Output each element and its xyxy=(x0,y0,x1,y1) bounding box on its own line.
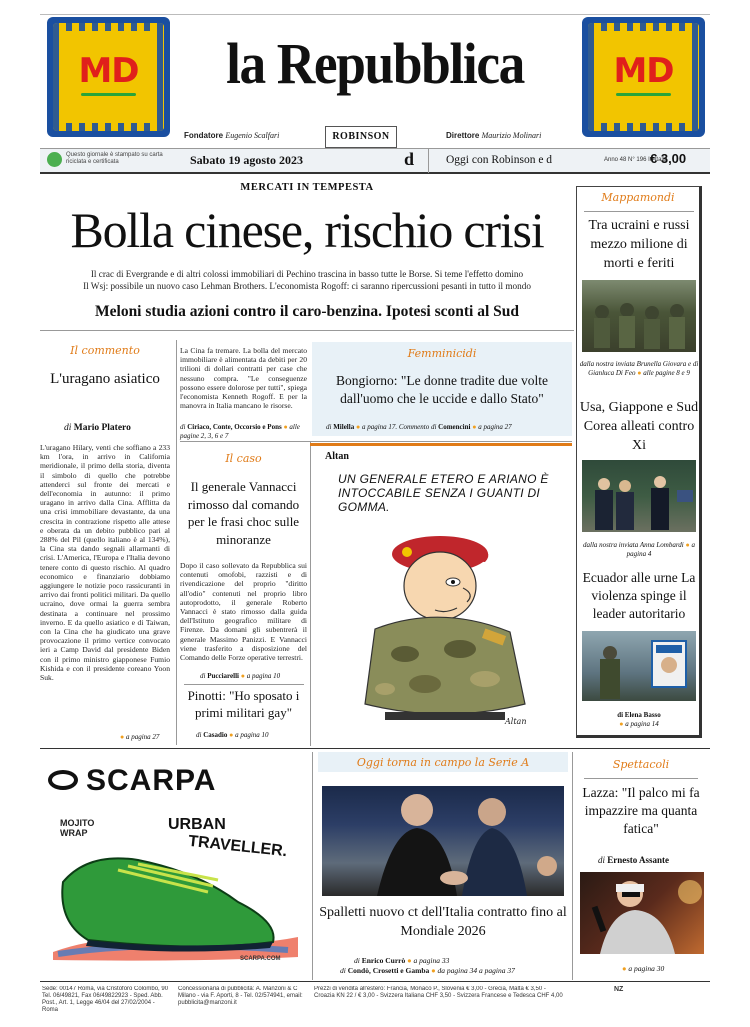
spettacoli-author: Ernesto Assante xyxy=(607,855,670,865)
scarpa-logo-icon xyxy=(48,770,78,790)
femminicidi-author: Milella xyxy=(333,423,355,431)
byline-prefix: di xyxy=(354,956,360,965)
sport-title[interactable]: Spalletti nuovo ct dell'Italia contratto fino al Mondiale 2026 xyxy=(319,905,567,939)
md-logo-left[interactable] xyxy=(47,17,170,137)
byline-prefix: di xyxy=(326,423,332,431)
page-ref: alle pagine 8 e 9 xyxy=(643,368,690,377)
page-ref: a pagina 27 xyxy=(478,423,512,431)
mappamondi-item1-title[interactable]: Tra ucraini e russi mezzo milione di morti e feriti xyxy=(588,218,690,271)
lead-body: La Cina fa tremare. La bolla del mercato immobiliare è alimentata da debiti per 20 trilioni di dollari contratti per case che nessuno compra. "Le conseguenze possono essere dolorose per tutti", spiega l'economista Kenneth Rogoff. E per la manovra in Italia mancano le risorse. xyxy=(180,346,307,411)
eco-text: Questo giornale è stampato su carta riciclata e certificata xyxy=(66,152,163,165)
byline: dalla nostra inviata Brunella Giovara e di Gianluca Di Feo xyxy=(579,360,699,377)
page-ref: a pagina 27 xyxy=(125,733,160,741)
founder-line xyxy=(184,131,279,140)
issue-date: Sabato 19 agosto 2023 xyxy=(190,153,304,167)
altan-caption: UN GENERALE ETERO E ARIANO È INTOCCABILE SENZA I GUANTI DI GOMMA. xyxy=(338,472,549,514)
scarpa-slogan-2: TRAVELLER. xyxy=(187,832,288,861)
byline: dalla nostra inviata Anna Lombardi xyxy=(583,541,684,549)
page-ref: a pagina 30 xyxy=(628,964,665,973)
lead-headline[interactable]: Bolla cinese, rischio crisi xyxy=(70,202,544,258)
scarpa-url: SCARPA.COM xyxy=(240,956,281,962)
byline-prefix: di xyxy=(200,672,206,680)
price: € 3,00 xyxy=(650,151,687,166)
commento-title[interactable]: L'uragano asiatico xyxy=(50,371,160,387)
md-logo-right[interactable] xyxy=(582,17,705,137)
spettacoli-page-ref: ● a pagina 30 xyxy=(622,964,665,973)
caso-author: Pucciarelli xyxy=(207,672,239,680)
femminicidi-title[interactable]: Bongiorno: "Le donne tradite due volte dall'uomo che le uccide e dallo Stato" xyxy=(335,373,549,406)
sport-byline: di Enrico Currò ● a pagina 33 xyxy=(354,956,450,965)
md-logo-text: MD xyxy=(78,51,139,91)
femminicidi-byline: di Milella ● a pagina 17. Commento di Comencini ● a pagina 27 xyxy=(326,423,512,431)
founder-label: Fondatore xyxy=(184,131,224,140)
page-ref: da pagina 34 a pagina 37 xyxy=(437,966,515,975)
byline-prefix: di xyxy=(64,423,72,433)
page-ref: a pagina 10 xyxy=(235,731,269,739)
scarpa-ad[interactable] xyxy=(40,752,308,970)
lazza-photo[interactable] xyxy=(580,872,704,954)
pinotti-author: Casadio xyxy=(203,731,228,739)
lead-summary xyxy=(40,268,574,292)
mappamondi-item2-byline: dalla nostra inviata Anna Lombardi ● a pagina 4 xyxy=(583,541,695,558)
masthead-title[interactable]: la Repubblica xyxy=(226,31,524,96)
byline-prefix: di xyxy=(196,731,202,739)
md-logo-text: MD xyxy=(613,51,674,91)
supplement-note: Oggi con Robinson e d xyxy=(446,154,553,166)
tagline-1: MOJITO xyxy=(60,818,95,828)
commento-byline xyxy=(64,423,131,433)
page-ref: alle pagine 2, 3, 6 e 7 xyxy=(180,423,300,440)
robinson-badge[interactable] xyxy=(325,126,397,148)
page-ref: a pagina 10 xyxy=(246,672,281,680)
director-name: Maurizio Molinari xyxy=(481,131,542,140)
mappamondi-item3-byline: di Elena Basso ● a pagina 14 xyxy=(617,711,661,728)
ecuador-election-photo[interactable] xyxy=(582,631,696,701)
lead-subhead[interactable]: Meloni studia azioni contro il caro-benzina. Ipotesi sconti al Sud xyxy=(95,303,519,320)
mappamondi-item3-title[interactable]: Ecuador alle urne La violenza spinge il leader autoritario xyxy=(582,570,696,621)
spettacoli-byline xyxy=(598,855,669,865)
sport-authors: Condò, Crosetti e Gamba xyxy=(347,966,430,975)
caso-title[interactable]: Il generale Vannacci rimosso dal comando per le frasi choc sulle minoranze xyxy=(187,479,300,547)
d-logo[interactable]: d xyxy=(404,149,415,169)
pinotti-byline: di Casadio ● a pagina 10 xyxy=(196,731,269,739)
commento-rubric: Il commento xyxy=(70,344,140,357)
byline-prefix: di xyxy=(180,423,186,431)
byline: di Elena Basso xyxy=(617,711,661,719)
lead-authors: Ciriaco, Conte, Occorsio e Pons xyxy=(187,423,282,431)
eco-icon xyxy=(47,152,62,167)
page-ref: a pagina 14 xyxy=(625,719,659,728)
director-label: Direttore xyxy=(446,131,480,140)
ukraine-soldiers-photo[interactable] xyxy=(582,280,696,352)
caso-body: Dopo il caso sollevato da Repubblica sui contenuti omofobi, razzisti e di rivendicazione del proprio "diritto all'odio" contenuti nel proprio libro autoprodotto, il generale Roberto Vannacci è stato rimosso dalla guida dell'Istituto geografico militare di Firenze. Da domani gli subentrerà il generale Massimo Panizzi. E Vannacci viene trasferito a disposizione del Comando delle Forze operative terrestri. xyxy=(180,561,307,663)
commento-page-ref: ● a pagina 27 xyxy=(120,733,160,741)
tagline-2: WRAP xyxy=(60,828,88,838)
commento-body: L'uragano Hilary, venti che soffiano a 233 km l'ora, in arrivo in California meridionale, il primo della storia, diventa il simbolo di quello che potrebbe attenderci sul fronte dei mercati e dell'economia in autunno: il primo uragano in arrivo dalla Cina. Afflitta da una crisi immobiliare devastante, da una crescita in contrazione rispetto alle attese e oberata da un debito pubblico pari al 288% del Pil (quello italiano è al 134%), la Cina sta dando segnali allarmanti di crisi. L'America, l'Europa e l'Italia devono tenere conto di questo rischio. Al quadro economico e finanziario dobbiamo aggiungere le notizie poco rassicuranti in arrivo dai fronti politici militari. Da quello ucraino, dove ormai la guerra sembra destinata a continuare nel prossimo inverno. E da quello asiatico e di Taiwan, con la Cina che ha giudicato una grave provocazione il primo vertice convocato ieri a Camp David dal presidente Biden con il primo ministro giapponese Fumio Kishida e con il presidente coreano Yoon Suk. xyxy=(40,443,170,683)
pinotti-title[interactable]: Pinotti: "Ho sposato i primi militari gay" xyxy=(187,688,300,720)
director-line xyxy=(446,131,541,140)
lead-summary-1: Il crac di Evergrande e di altri colossi immobiliari di Pechino trascina in basso tutte le Borse. Si teme l'effetto domino xyxy=(90,269,524,279)
footer-address: Sede: 00147 Roma, via Cristoforo Colombo, 90 Tel. 06/49821, Fax 06/49822923 - Sped. Abb. Post., Art. 1, Legge 46/04 del 27/02/2004 - Roma xyxy=(42,986,169,1013)
altan-cartoon xyxy=(345,524,555,734)
page-ref: a pagina 4 xyxy=(626,541,695,558)
commento-author: Mario Platero xyxy=(73,423,131,433)
footer-page-no: NZ xyxy=(614,986,624,993)
robinson-label: ROBINSON xyxy=(332,131,390,142)
femminicidi-commentator: Comencini xyxy=(438,423,471,431)
issue-info: Anno 48 N° 196 In Italia xyxy=(604,157,668,163)
page-ref: a pagina 17. Commento di xyxy=(361,423,437,431)
footer-prices: Prezzi di vendita all'estero: Francia, Monaco P., Slovenia € 3,00 - Grecia, Malta € 3,50 - Croazia KN 22 / € 3,00 - Svizzera Italiana CHF 3,50 - Svizzera Francese e Tedesca CHF 4,00 xyxy=(314,986,563,999)
caso-rubric: Il caso xyxy=(225,452,262,465)
byline-prefix: di xyxy=(340,966,346,975)
spettacoli-rubric: Spettacoli xyxy=(612,758,670,771)
scarpa-shoe-illustration xyxy=(48,822,303,962)
footer-advertising: Concessionaria di pubblicità: A. Manzoni & C Milano - via F. Aporti, 8 - Tel. 02/574941, email: pubblicita@manzoni.it xyxy=(178,986,303,1006)
sport-byline-2: di Condò, Crosetti e Gamba ● da pagina 34 a pagina 37 xyxy=(340,966,515,975)
spalletti-photo[interactable] xyxy=(322,786,564,896)
mappamondi-item2-title[interactable]: Usa, Giappone e Sud Corea alleati contro Xi xyxy=(579,400,699,453)
mappamondi-item1-byline: dalla nostra inviata Brunella Giovara e di Gianluca Di Feo ● alle pagine 8 e 9 xyxy=(579,360,699,377)
sport-rubric: Oggi torna in campo la Serie A xyxy=(356,756,530,769)
scarpa-brand: SCARPA xyxy=(86,764,217,797)
lead-summary-2: Il Wsj: possibile un nuovo caso Lehman Brothers. L'economista Rogoff: ci saranno ripercussioni pesanti in tutto il mondo xyxy=(83,281,531,291)
scarpa-slogan-1: URBAN xyxy=(168,816,226,833)
lead-kicker: MERCATI IN TEMPESTA xyxy=(240,182,374,193)
femminicidi-rubric: Femminicidi xyxy=(407,347,477,360)
byline-prefix: di xyxy=(598,855,606,865)
founder-name: Eugenio Scalfari xyxy=(225,131,280,140)
altan-label: Altan xyxy=(325,451,349,462)
altan-signature: Altan xyxy=(505,717,527,726)
sport-author: Enrico Currò xyxy=(361,956,406,965)
spettacoli-title[interactable]: Lazza: "Il palco mi fa impazzire ma quanta fatica" xyxy=(582,785,700,836)
mappamondi-rubric: Mappamondi xyxy=(601,191,675,204)
page-ref: a pagina 33 xyxy=(413,956,450,965)
lead-byline: di Ciriaco, Conte, Occorsio e Pons ● alle pagine 2, 3, 6 e 7 xyxy=(180,423,300,440)
camp-david-photo[interactable] xyxy=(582,460,696,532)
caso-byline: di Pucciarelli ● a pagina 10 xyxy=(200,672,281,680)
